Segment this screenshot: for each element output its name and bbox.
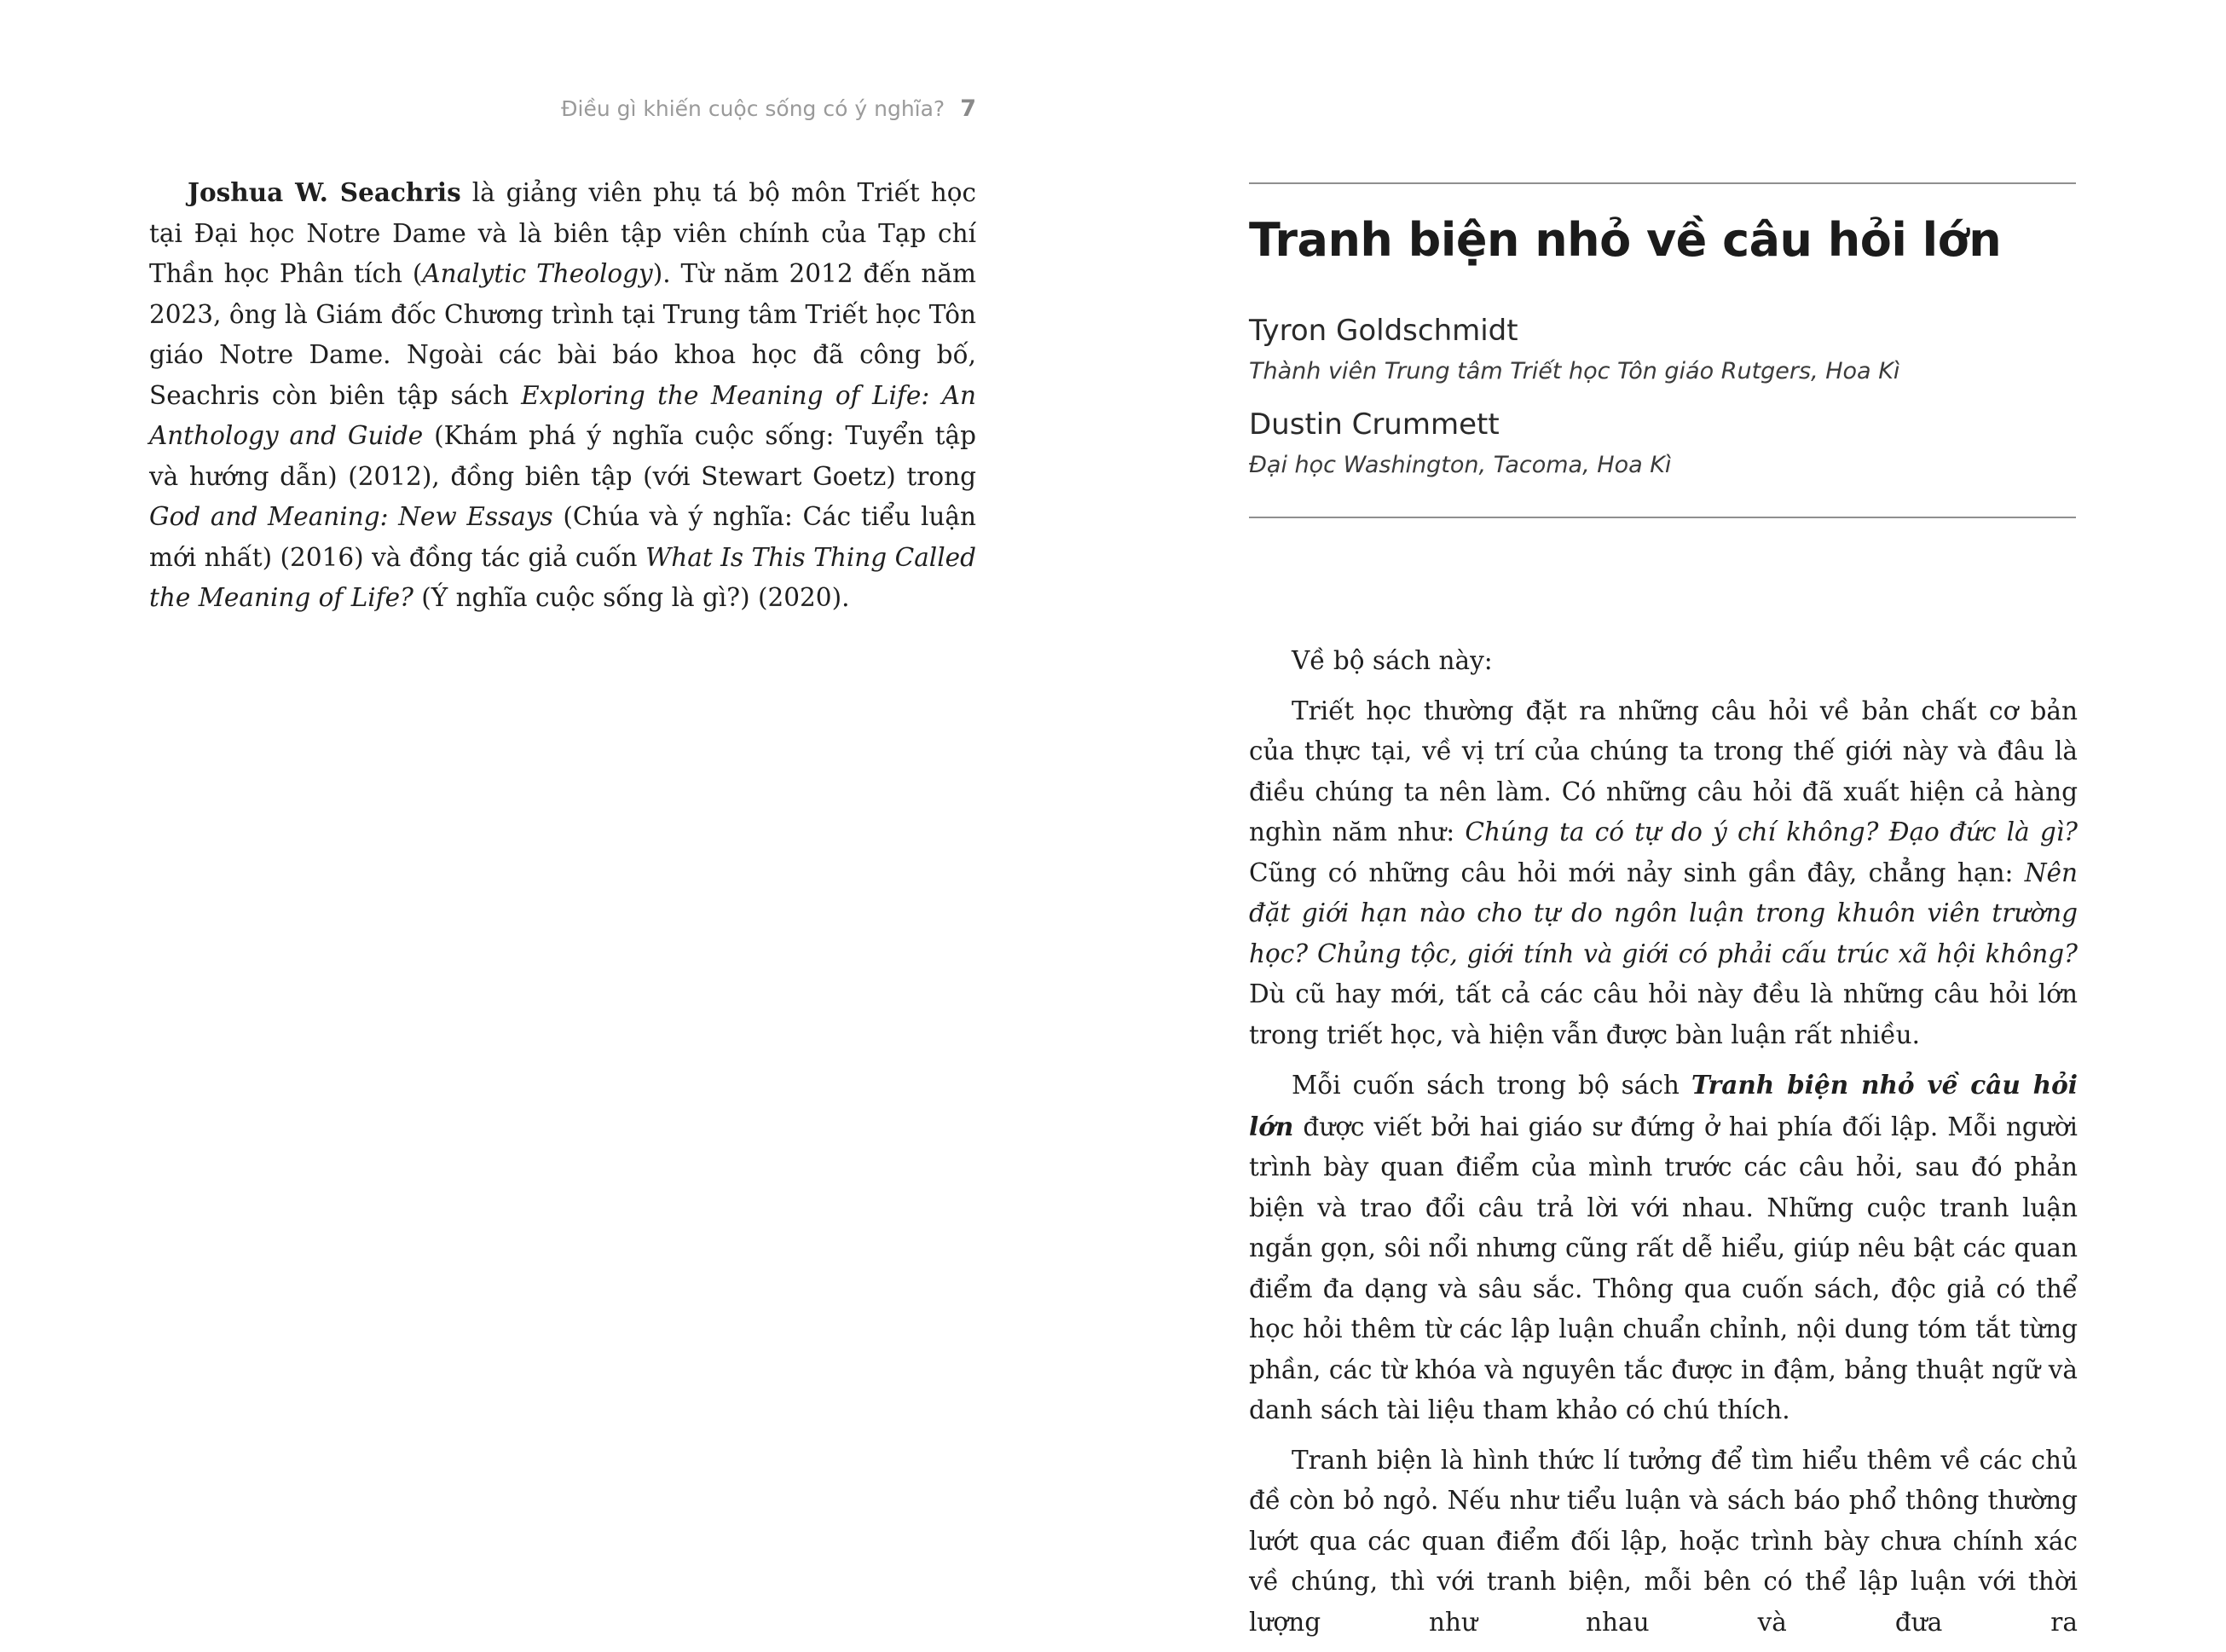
bio-italic-title: What Is This Thing Called the Meaning of Life? [149,542,976,612]
bio-italic-title: God and Meaning: New Essays [149,502,553,531]
body-text: Dù cũ hay mới, tất cả các câu hỏi này đều là những câu hỏi lớn trong triết học, và hiện vẫn được bàn luận rất nhiều. [1249,979,2078,1049]
bio-text: (Chúa và ý nghĩa: Các tiểu luận mới nhất) (2016) và đồng tác giả cuốn [149,502,976,572]
bold-italic-series-name: Tranh biện nhỏ về câu hỏi lớn [1249,1070,2078,1141]
bio-text: là giảng viên phụ tá bộ môn Triết học tại Đại học Notre Dame và là biên tập viên chính của Tạp chí Thần học Phân tích ( [149,178,976,288]
body-text: được viết bởi hai giáo sư đứng ở hai phía đối lập. Mỗi người trình bày quan điểm của mình trước các câu hỏi, sau đó phản biện và trao đổi câu trả lời với nhau. Những cuộc tranh luận ngắn gọn, sôi nổi nhưng cũng rất dễ hiểu, giúp nêu bật các quan điểm đa dạng và sâu sắc. Thông qua cuốn sách, độc giả có thể học hỏi thêm từ các lập luận chuẩn chỉnh, nội dung tóm tắt từng phần, các từ khóa và nguyên tắc được in đậm, bảng thuật ngữ và danh sách tài liệu tham khảo có chú thích. [1249,1112,2078,1424]
intro-line: Về bộ sách này: [1292,646,1493,675]
bio-text: (Khám phá ý nghĩa cuộc sống: Tuyển tập và hướng dẫn) (2012), đồng biên tập (với Stewart Goetz) trong [149,421,977,491]
bottom-divider [1249,517,2076,518]
series-title: Tranh biện nhỏ về câu hỏi lớn [1249,213,2002,267]
bio-text: (Ý nghĩa cuộc sống là gì?) (2020). [413,583,850,612]
author-bio-paragraph [149,172,976,619]
page-number: 7 [960,95,976,122]
author-affiliation: Thành viên Trung tâm Triết học Tôn giáo Rutgers, Hoa Kì [1249,358,1900,384]
italic-question: Chúng ta có tự do ý chí không? Đạo đức là gì? [1465,817,2078,846]
body-paragraph [1249,1065,2078,1431]
series-description [1249,641,2078,1652]
bio-italic-title: Exploring the Meaning of Life: An Anthology and Guide [149,380,976,450]
body-paragraph [1249,691,2078,1056]
body-text: Triết học thường đặt ra những câu hỏi về bản chất cơ bản của thực tại, về vị trí của chúng ta trong thế giới này và đâu là điều chúng ta nên làm. Có những câu hỏi đã xuất hiện cả hàng nghìn năm như: [1249,696,2078,846]
top-divider [1249,182,2076,184]
bio-italic-title: Analytic Theology [422,259,653,288]
right-page [1113,0,2226,1638]
author-affiliation: Đại học Washington, Tacoma, Hoa Kì [1249,452,1672,478]
author-name: Tyron Goldschmidt [1249,314,1518,348]
body-text: Cũng có những câu hỏi mới nảy sinh gần đây, chẳng hạn: [1249,858,2025,887]
body-text: Mỗi cuốn sách trong bộ sách [1292,1071,1691,1100]
body-paragraph: Tranh biện là hình thức lí tưởng để tìm hiểu thêm về các chủ đề còn bỏ ngỏ. Nếu như tiểu luận và sách báo phổ thông thường lướt qua các quan điểm đối lập, hoặc trình bày chưa chính xác về chúng, thì với tranh biện, mỗi bên có thể lập luận với thời lượng như nhau và đưa ra [1249,1445,2078,1637]
bio-text: ). Từ năm 2012 đến năm 2023, ông là Giám đốc Chương trình tại Trung tâm Triết học Tôn giáo Notre Dame. Ngoài các bài báo khoa học đã công bố, Seachris còn biên tập sách [149,259,977,410]
left-page [0,0,1113,1638]
italic-question: Nên đặt giới hạn nào cho tự do ngôn luận trong khuôn viên trường học? Chủng tộc, giới tính và giới có phải cấu trúc xã hội không? [1249,858,2078,968]
running-header [561,95,976,122]
author-name: Dustin Crummett [1249,407,1500,442]
running-header-title: Điều gì khiến cuộc sống có ý nghĩa? [561,96,945,121]
bio-author-name: Joshua W. Seachris [188,177,461,207]
